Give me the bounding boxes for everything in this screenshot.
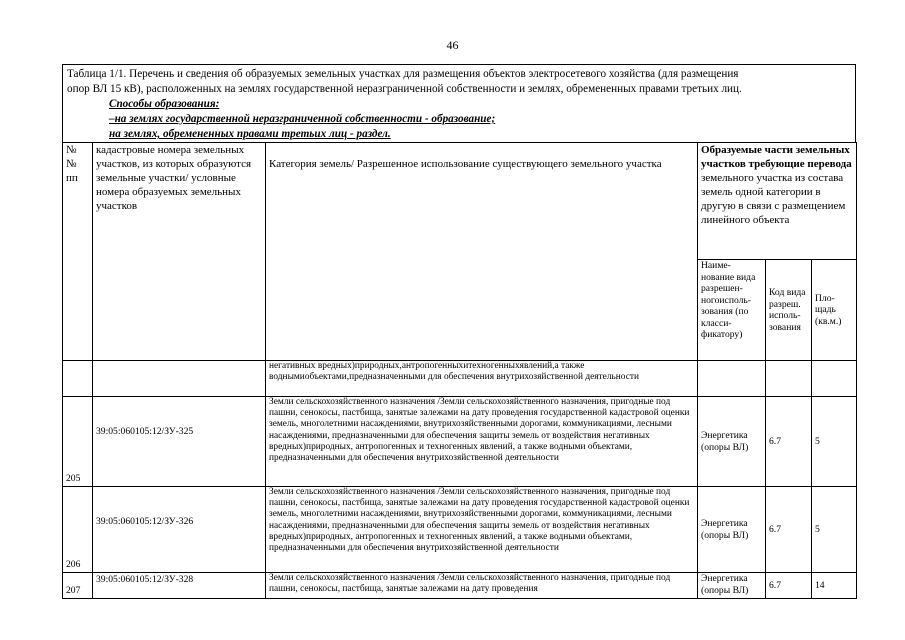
header-category: Категория земель/ Разрешенное использование существующего земельного участка [266,143,698,361]
row-use: Энергетика (опоры ВЛ) [698,573,766,599]
table-row [63,361,857,397]
row-num: 206 [63,487,93,573]
method-title: Способы образования: [109,98,220,110]
row-code [766,361,812,397]
header-parts [698,143,857,260]
header-num: № № пп [63,143,93,361]
row-use: Энергетика (опоры ВЛ) [698,397,766,487]
header-parts-rest: земельного участка из состава земель одной категории в другую в связи с размещением линейного объекта [701,172,846,226]
row-category: негативных вредных)природных,антропогенныхитехногенныхявлений,а также воднымиобъектами,предназначенными для обеспечения внутрихозяйственной деятельности [266,361,698,397]
table-row [63,573,857,599]
row-num: 205 [63,397,93,487]
row-cadastral: 39:05:060105:12/ЗУ-325 [93,397,266,487]
table-caption [62,64,856,142]
row-use [698,361,766,397]
land-plots-table [62,142,857,599]
subheader-area: Пло-щадь (кв.м.) [812,260,857,361]
table-row [63,397,857,487]
row-code: 6.7 [766,487,812,573]
document-table-frame [62,64,856,599]
row-area: 5 [812,487,857,573]
row-area [812,361,857,397]
row-category: Земли сельскохозяйственного назначения /Земли сельскохозяйственного назначения, пригодные под пашни, сенокосы, пастбища, занятые залежами на дату проведения государственной кадастровой оценки земель, многолетними насаждениями, внутрихозяйственными дорогами, коммуникациями, лесными насаждениями, предназначенными для обеспечения защиты земель от воздействия негативных вредных)природных, антропогенных и техногенных явлений, а также водными объектами, предназначенными для обеспечения внутрихозяйственной деятельности [266,397,698,487]
subheader-use-name: Наиме-нование вида разрешен-ногоисполь-зования (по класси-фикатору) [698,260,766,361]
row-cadastral: 39:05:060105:12/ЗУ-326 [93,487,266,573]
row-num: 207 [63,573,93,599]
table-row [63,487,857,573]
header-row [63,143,857,260]
row-area: 14 [812,573,857,599]
header-parts-bold: Образуемые части земельных участков требующие перевода [701,144,852,170]
page-number: 46 [446,38,459,52]
row-code: 6.7 [766,397,812,487]
row-use: Энергетика (опоры ВЛ) [698,487,766,573]
header-cadastral: кадастровые номера земельных участков, из которых образуются земельные участки/ условные номера образуемых земельных участков [93,143,266,361]
caption-line-1: Таблица 1/1. Перечень и сведения об образуемых земельных участках для размещения объектов электросетевого хозяйства (для размещения [67,68,739,80]
row-num [63,361,93,397]
subheader-use-code: Код вида разреш. исполь-зования [766,260,812,361]
row-cadastral: 39:05:060105:12/ЗУ-328 [93,573,266,599]
row-area: 5 [812,397,857,487]
row-cadastral [93,361,266,397]
row-category: Земли сельскохозяйственного назначения /Земли сельскохозяйственного назначения, пригодные под пашни, сенокосы, пастбища, занятые залежами на дату проведения государственной кадастровой оценки земель, многолетними насаждениями, внутрихозяйственными дорогами, коммуникациями, лесными насаждениями, предназначенными для обеспечения защиты земель от воздействия негативных вредных)природных, антропогенных и техногенных явлений, а также водными объектами, предназначенными для обеспечения внутрихозяйственной деятельности [266,487,698,573]
method-2: на землях, обремененных правами третьих лиц - раздел. [109,128,391,140]
caption-line-2: опор ВЛ 15 кВ), расположенных на землях государственной неразграниченной собственности и землях, обремененных правами третьих лиц. [67,83,742,95]
row-code: 6.7 [766,573,812,599]
method-1: –на землях государственной неразграниченной собственности - образование; [109,113,496,125]
row-category: Земли сельскохозяйственного назначения /Земли сельскохозяйственного назначения, пригодные под пашни, сенокосы, пастбища, занятые залежами на дату проведения [266,573,698,599]
